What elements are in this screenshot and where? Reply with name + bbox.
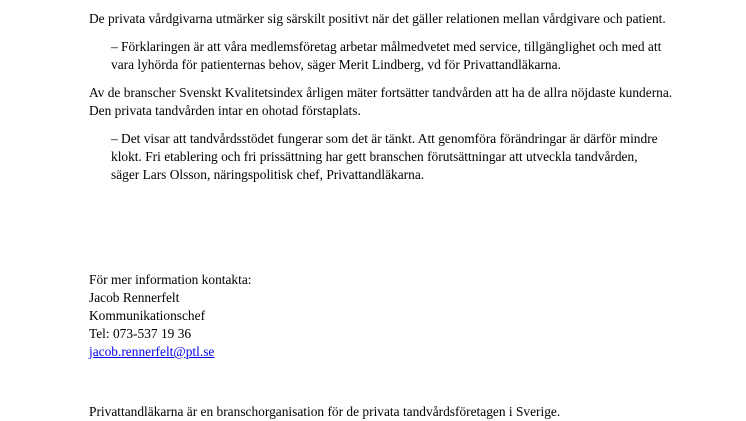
quote-merit-lindberg: – Förklaringen är att våra medlemsföretag arbetar målmedvetet med service, tillgänglighet och med att vara lyhörda för patienternas behov, säger Merit Lindberg, vd för Privattandläkarna. (111, 39, 662, 72)
footer-description: Privattandläkarna är en branschorganisation för de privata tandvårdsföretagen i Sverige. (89, 404, 561, 419)
contact-phone: Tel: 073-537 19 36 (89, 326, 192, 341)
contact-name: Jacob Rennerfelt (89, 290, 180, 305)
quote-lars-olsson: – Det visar att tandvårdsstödet fungerar som det är tänkt. Att genomföra förändringar är därför mindre klokt. Fri etablering och fri prissättning har gett branschen förutsättningar att utveckla tandvården, säger Lars Olsson, näringspolitisk chef, Privattandläkarna. (111, 131, 658, 182)
contact-role: Kommunikationschef (89, 308, 206, 323)
document-body (89, 10, 689, 184)
paragraph-relation: De privata vårdgivarna utmärker sig särskilt positivt när det gäller relationen mellan vårdgivare och patient. (89, 11, 666, 26)
paragraph-kvalitetsindex: Av de branscher Svenskt Kvalitetsindex årligen mäter fortsätter tandvården att ha de allra nöjdaste kunderna. Den privata tandvården intar en ohotad förstaplats. (89, 85, 673, 118)
contact-email-link[interactable]: jacob.rennerfelt@ptl.se (89, 344, 215, 359)
contact-block (89, 271, 252, 361)
contact-heading: För mer information kontakta: (89, 272, 252, 287)
